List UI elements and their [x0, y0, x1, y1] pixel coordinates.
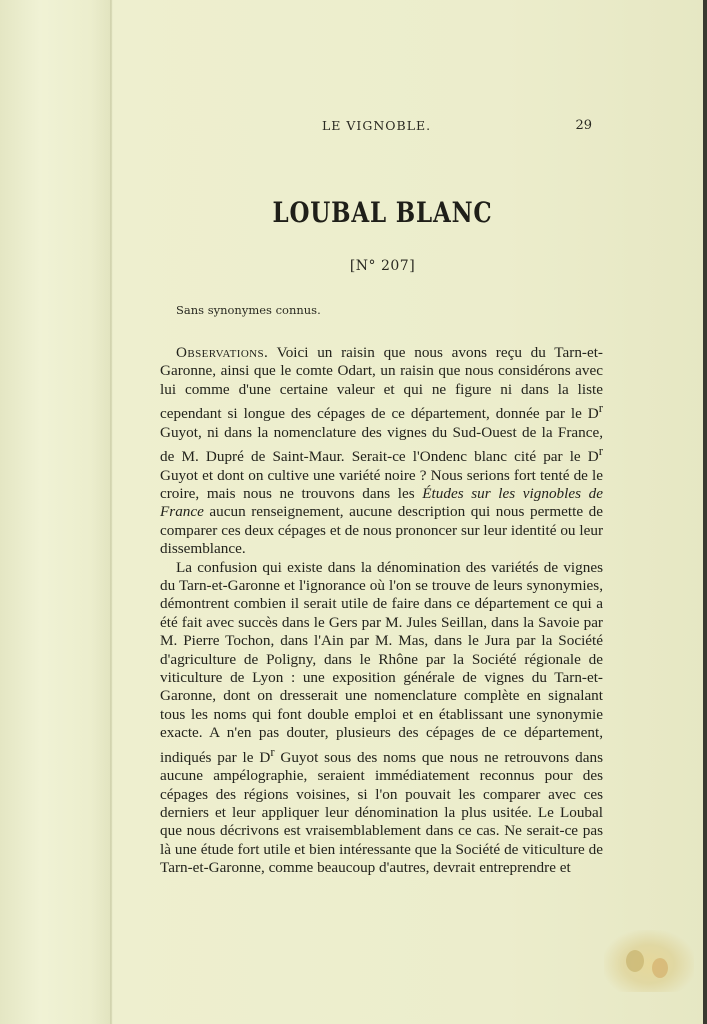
article-title: LOUBAL BLANC	[272, 196, 493, 229]
paragraph1-text-d: aucun renseignement, aucune description qui nous permette de comparer ces deux cépages et de nous prononcer sur leur identité ou leur dissemblance.	[160, 503, 603, 558]
superscript-r: r	[598, 401, 603, 416]
observations-label: Observations.	[176, 344, 269, 361]
paragraph1-text-a: Voici un raisin que nous avons reçu du Tarn-et-Garonne, ainsi que le comte Odart, un raisin que nous considérons avec lui comme d'une certaine valeur et qui ne figure ni dans la liste cependant si longue des cépages de ce département, donnée par le D	[160, 344, 603, 423]
paragraph1-text-b: Guyot, ni dans la nomenclature des vignes du Sud-Ouest de la France, de M. Dupré de Saint-Maur. Serait-ce l'Ondenc blanc cité par le D	[160, 423, 603, 466]
superscript-r: r	[598, 444, 603, 459]
italic-book-title: Études sur les vignobles de France	[160, 484, 603, 521]
facing-page-margin	[0, 0, 112, 1024]
superscript-r: r	[270, 744, 275, 759]
paragraph-confusion	[160, 559, 603, 878]
gutter-shadow	[110, 0, 113, 1024]
paragraph1-text-c: Guyot et dont on cultive une variété noire ? Nous serions fort tenté de le croire, mais nous ne trouvons dans les	[160, 466, 603, 502]
paragraph2-text-a: La confusion qui existe dans la dénomination des variétés de vignes du Tarn-et-Garonne et l'ignorance où l'on se trouve de leurs synonymies, démontrent combien il serait utile de faire dans ce département ce qui a été fait avec succès dans le Gers par M. Jules Seillan, dans la Savoie par M. Pierre Tochon, dans l'Ain par M. Mas, dans le Jura par la Société d'agriculture de Poligny, dans le Rhône par la Société régionale de viticulture de Lyon : une exposition générale de vignes du Tarn-et-Garonne, dont on dresserait une nomenclature complète en signalant tous les noms qui font double emploi et en établissant une synonymie exacte. A n'en pas douter, plusieurs des cépages de ce département, indiqués par le D	[160, 558, 603, 766]
stain-spot	[626, 950, 644, 972]
synonyms-line: Sans synonymes connus.	[176, 303, 321, 317]
page-number: 29	[575, 118, 592, 133]
article-body	[160, 344, 603, 878]
running-title: LE VIGNOBLE.	[322, 118, 432, 133]
page-stain	[604, 930, 694, 992]
variety-number: [N° 207]	[349, 258, 416, 274]
page-edge	[703, 0, 707, 1024]
stain-spot	[652, 958, 668, 978]
paragraph2-text-b: Guyot sous des noms que nous ne retrouvons dans aucune ampélographie, seraient immédiatement reconnus pour des cépages des régions voisines, si l'on pouvait les comparer avec ces derniers et leur appliquer leur dénomination la plus usitée. Le Loubal que nous décrivons est vraisemblablement dans ce cas. Ne serait-ce pas là une étude fort utile et bien intéressante que la Société de viticulture de Tarn-et-Garonne, comme beaucoup d'autres, devrait entreprendre et	[160, 748, 603, 877]
running-head	[160, 118, 592, 136]
paragraph-observations	[160, 344, 603, 559]
